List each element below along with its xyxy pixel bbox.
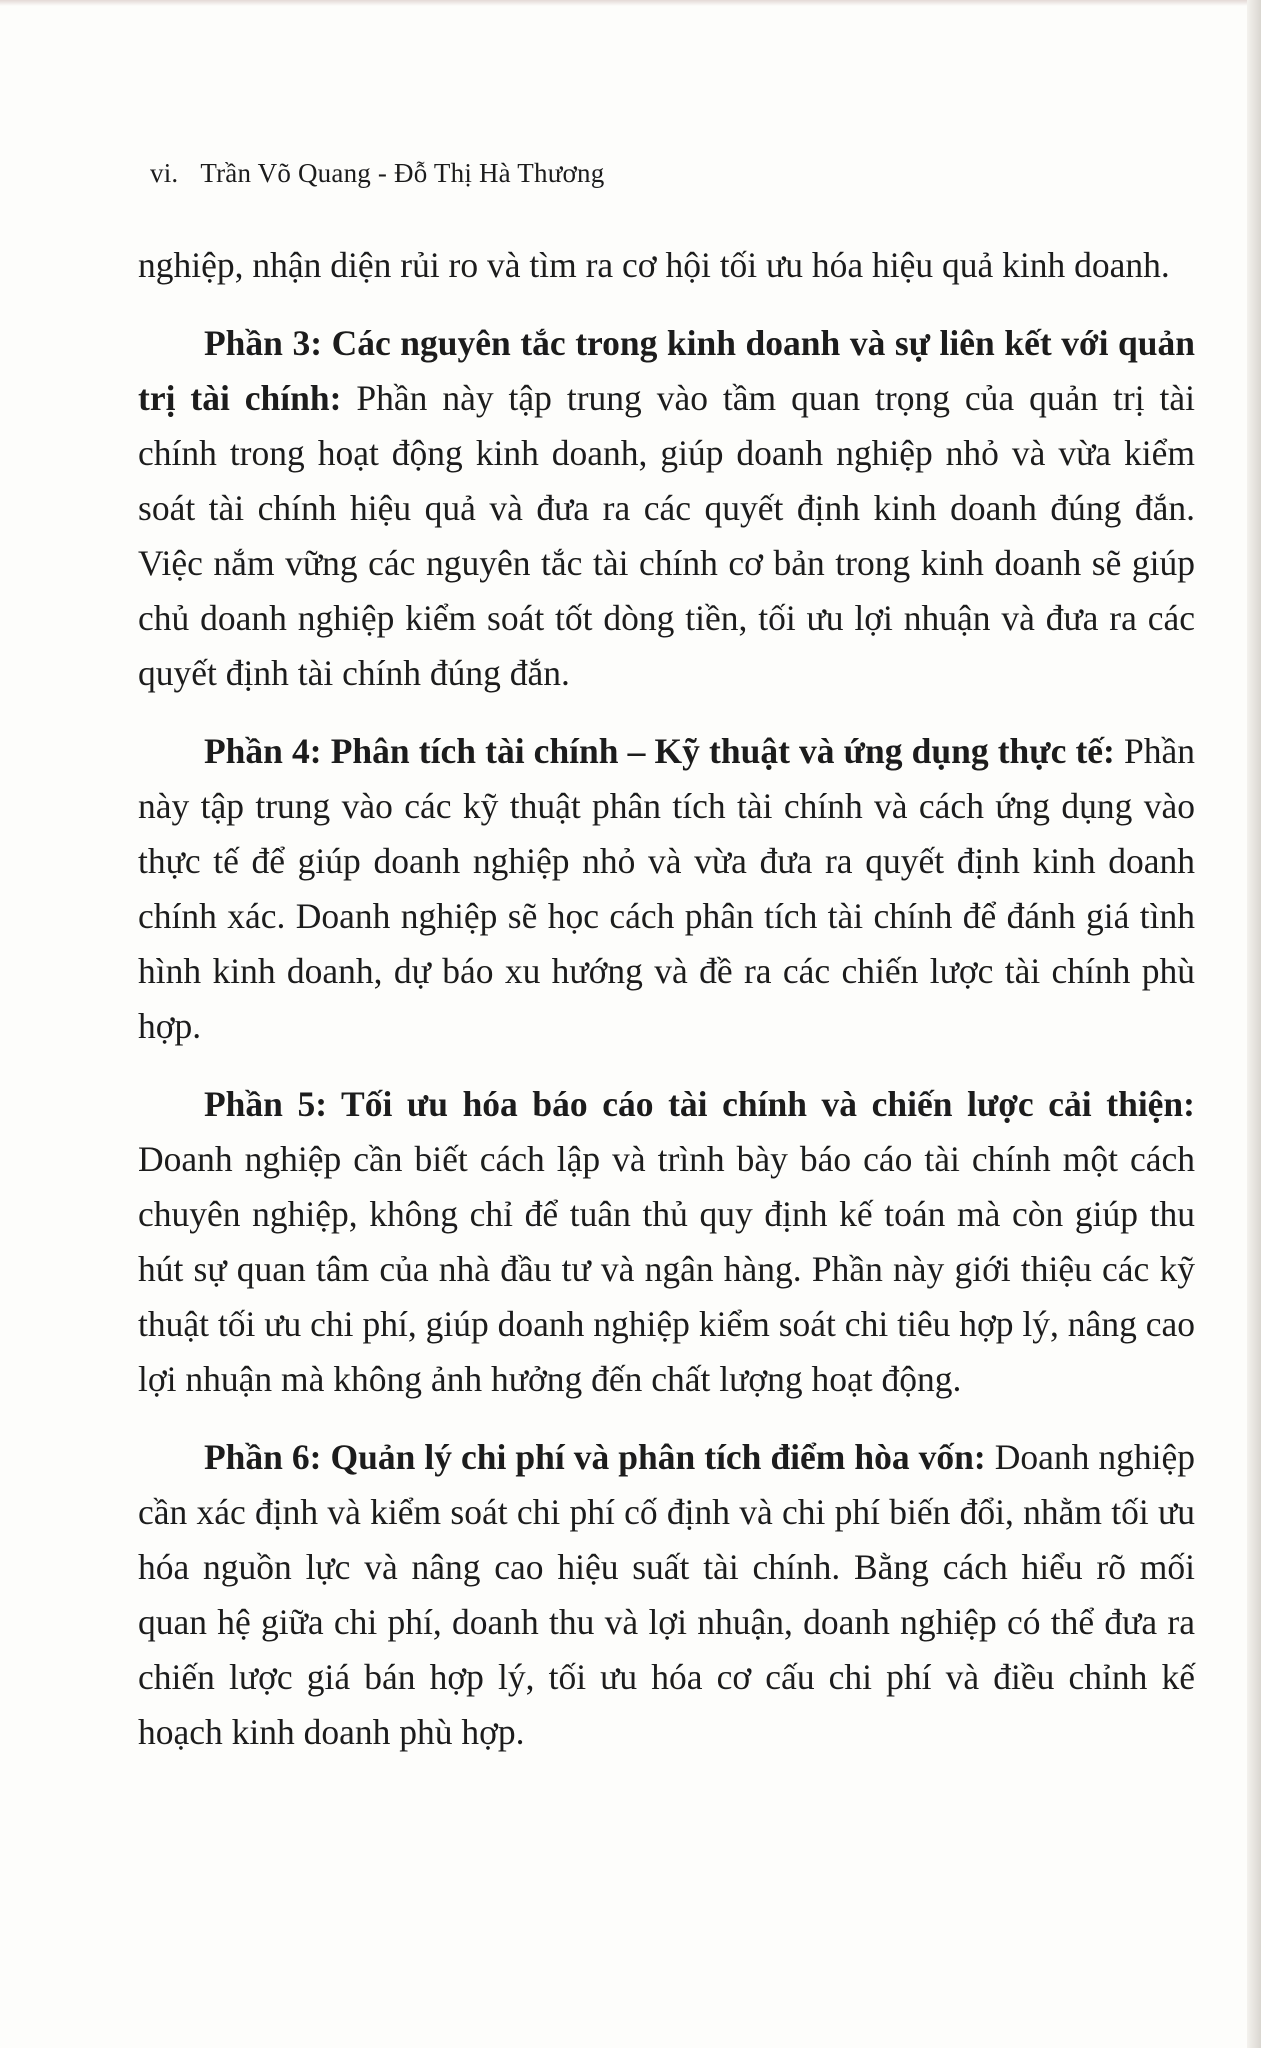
section-part-6 xyxy=(138,1430,1195,1760)
section-heading: Phần 5: Tối ưu hóa báo cáo tài chính và chiến lược cải thiện: xyxy=(204,1084,1195,1124)
page-right-edge xyxy=(1247,0,1261,2048)
running-head-authors: Trần Võ Quang - Đỗ Thị Hà Thương xyxy=(200,158,605,188)
page-top-edge xyxy=(0,0,1261,6)
section-body: Phần này tập trung vào tầm quan trọng của quản trị tài chính trong hoạt động kinh doanh, giúp doanh nghiệp nhỏ và vừa kiểm soát tài chính hiệu quả và đưa ra các quyết định kinh doanh đúng đắn. Việc nắm vững các nguyên tắc tài chính cơ bản trong kinh doanh sẽ giúp chủ doanh nghiệp kiểm soát tốt dòng tiền, tối ưu lợi nhuận và đưa ra các quyết định tài chính đúng đắn. xyxy=(138,378,1196,693)
section-body: Phần này tập trung vào các kỹ thuật phân tích tài chính và cách ứng dụng vào thực tế để giúp doanh nghiệp nhỏ và vừa đưa ra quyết định kinh doanh chính xác. Doanh nghiệp sẽ học cách phân tích tài chính để đánh giá tình hình kinh doanh, dự báo xu hướng và đề ra các chiến lược tài chính phù hợp. xyxy=(138,731,1196,1046)
section-body: Doanh nghiệp cần biết cách lập và trình bày báo cáo tài chính một cách chuyên nghiệp, không chỉ để tuân thủ quy định kế toán mà còn giúp thu hút sự quan tâm của nhà đầu tư và ngân hàng. Phần này giới thiệu các kỹ thuật tối ưu chi phí, giúp doanh nghiệp kiểm soát chi tiêu hợp lý, nâng cao lợi nhuận mà không ảnh hưởng đến chất lượng hoạt động. xyxy=(138,1139,1195,1399)
running-head xyxy=(150,158,604,189)
section-heading: Phần 3: Các nguyên tắc trong kinh doanh và sự liên kết với quản trị tài chính: xyxy=(138,323,1195,418)
section-part-3 xyxy=(138,316,1195,701)
body-text xyxy=(138,238,1195,1760)
section-heading: Phần 4: Phân tích tài chính – Kỹ thuật và ứng dụng thực tế: xyxy=(204,731,1115,771)
section-heading: Phần 6: Quản lý chi phí và phân tích điểm hòa vốn: xyxy=(204,1437,986,1477)
section-body: Doanh nghiệp cần xác định và kiểm soát chi phí cố định và chi phí biến đổi, nhằm tối ưu hóa nguồn lực và nâng cao hiệu suất tài chính. Bằng cách hiểu rõ mối quan hệ giữa chi phí, doanh thu và lợi nhuận, doanh nghiệp có thể đưa ra chiến lược giá bán hợp lý, tối ưu hóa cơ cấu chi phí và điều chỉnh kế hoạch kinh doanh phù hợp. xyxy=(138,1437,1196,1752)
page-number: vi. xyxy=(150,158,179,188)
section-part-4 xyxy=(138,724,1195,1054)
section-part-5 xyxy=(138,1077,1195,1407)
intro-paragraph: nghiệp, nhận diện rủi ro và tìm ra cơ hội tối ưu hóa hiệu quả kinh doanh. xyxy=(138,245,1170,285)
